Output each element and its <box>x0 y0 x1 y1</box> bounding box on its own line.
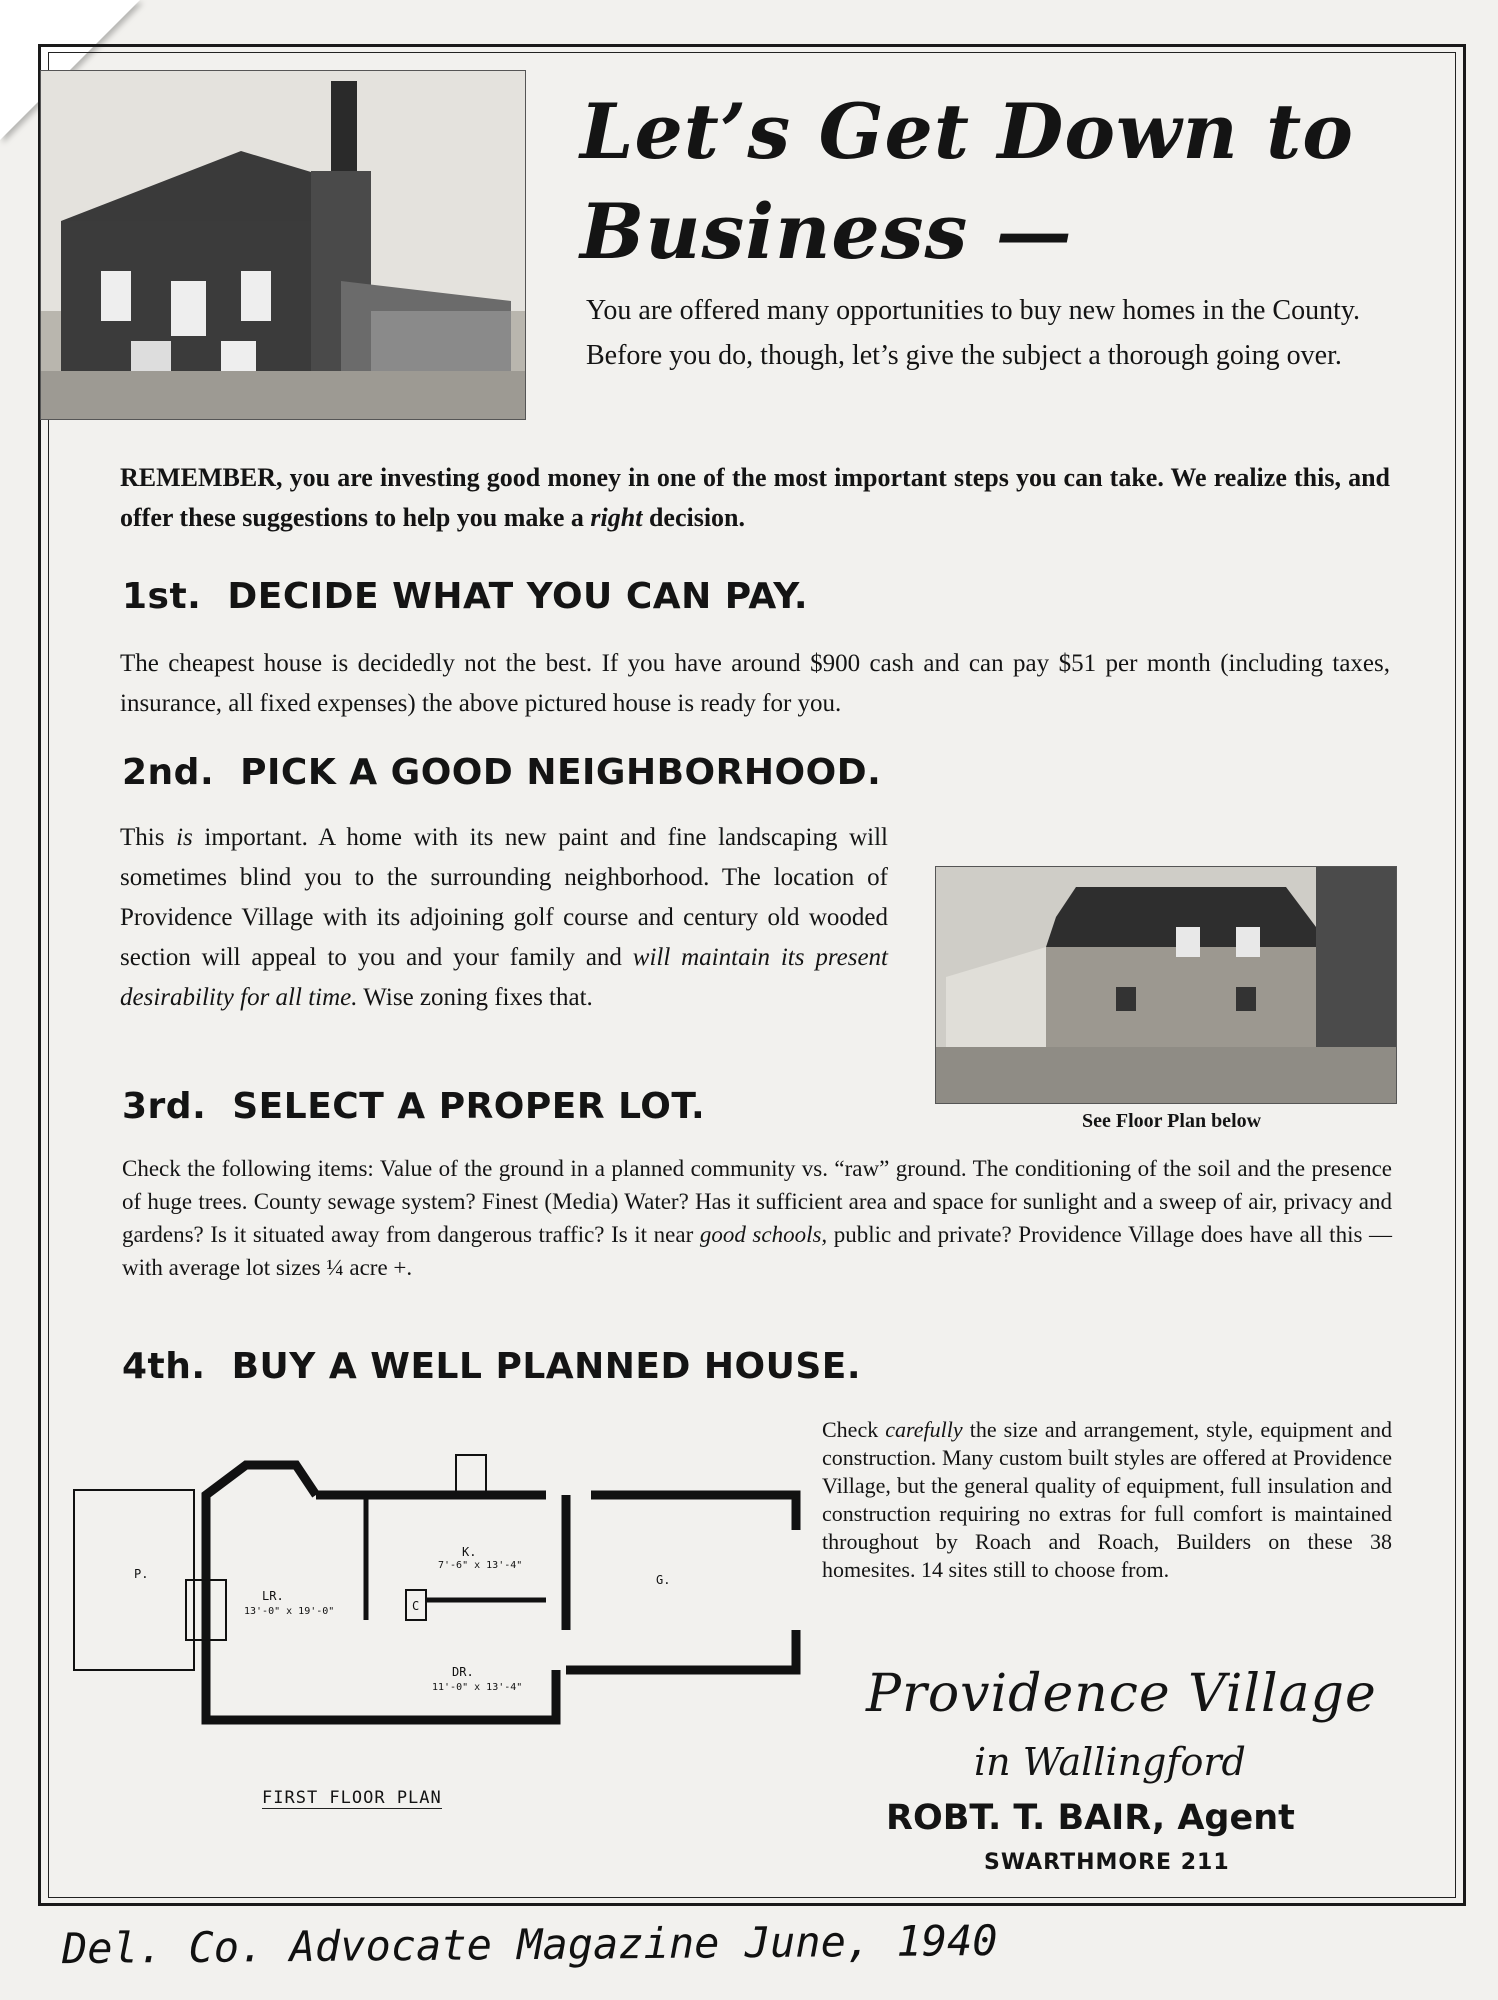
house-photo-colonial <box>40 70 526 420</box>
remember-lead: REMEMBER, you are investing good money in one of the most important steps you can take. We realize this, and offer these suggestions to help you make a <box>120 463 1390 532</box>
intro-paragraph: You are offered many opportunities to buy new homes in the County. Before you do, though, let’s give the subject a thorough going over. <box>586 295 1361 371</box>
kitchen-label: K. <box>462 1545 477 1559</box>
step-2-title: PICK A GOOD NEIGHBORHOOD. <box>240 752 882 793</box>
headline-line-1: Let’s Get Down to <box>580 87 1354 176</box>
floor-plan-label: FIRST FLOOR PLAN <box>262 1788 442 1808</box>
step-1-title: DECIDE WHAT YOU CAN PAY. <box>227 576 809 617</box>
step-3-text-emphasis: good schools, <box>699 1222 828 1247</box>
living-room-label: LR. <box>262 1589 284 1603</box>
agent-name: ROBT. T. BAIR, Agent <box>886 1798 1295 1838</box>
step-4-heading <box>122 1346 861 1387</box>
remember-paragraph <box>120 458 1390 538</box>
remember-tail: decision. <box>642 503 746 532</box>
step-1-text: The cheapest house is decidedly not the best. If you have around $900 cash and can pay $51 per month (including taxes, insurance, all fixed expenses) the above pictured house is ready for you. <box>120 650 1390 717</box>
step-3-number: 3rd. <box>122 1086 207 1127</box>
step-4-number: 4th. <box>122 1346 206 1387</box>
step-2-text-a: This <box>120 824 177 851</box>
south-wall <box>206 1670 556 1720</box>
step-2-number: 2nd. <box>122 752 215 793</box>
remember-emphasis: right <box>590 503 643 532</box>
living-room-wall <box>206 1465 316 1700</box>
kitchen-size: 7'-6" x 13'-4" <box>438 1560 523 1571</box>
step-1-number: 1st. <box>122 576 202 617</box>
step-3-text-c: public and private? Providence Village does have all this — with average lot sizes ¼ acre +. <box>122 1222 1392 1280</box>
step-3-text-a: Check the following items: Value of the ground in a planned community vs. “raw” ground. The conditioning of the soil and the presence of huge trees. County sewage system? Finest (Media) Water? Has it sufficient area and space for sunlight and a sweep of air, privacy and gardens? Is it situated away from dangerous traffic? Is it near <box>122 1156 1392 1247</box>
step-4-title: BUY A WELL PLANNED HOUSE. <box>231 1346 862 1387</box>
headline-line-2: Business — <box>580 187 1073 276</box>
step-4-text-c: the size and arrangement, style, equipment and construction. Many custom built styles are offered at Providence Village, but the general quality of equipment, full insulation and construction requiring no extras for full comfort is maintained throughout by Roach and Roach, Builders on these 38 homesites. 14 sites still to choose from. <box>822 1417 1393 1582</box>
porch-label: P. <box>134 1567 149 1581</box>
handwritten-source-note: Del. Co. Advocate Magazine June, 1940 <box>61 1915 998 1974</box>
garage-label: G. <box>656 1573 671 1587</box>
dining-room-size: 11'-0" x 13'-4" <box>432 1682 523 1693</box>
step-2-text-c: important. A home with its new paint and fine landscaping will sometimes blind you to the surrounding neighborhood. The location of Providence Village with its adjoining golf course and century old wooded section will appeal to you and your family and <box>120 824 889 971</box>
chimney <box>456 1455 486 1495</box>
step-4-text-emphasis: carefully <box>885 1417 963 1442</box>
step-2-heading <box>122 752 881 793</box>
step-2-text-italic: will maintain its present desirability for all time. <box>120 944 888 1011</box>
step-4-text <box>822 1416 1392 1584</box>
floor-plan-drawing <box>66 1450 806 1780</box>
house-photo-stone <box>935 866 1397 1104</box>
closet-label: C <box>412 1599 420 1613</box>
headline <box>580 82 1440 282</box>
village-name: Providence Village <box>866 1664 1377 1724</box>
village-location: in Wallingford <box>974 1740 1246 1784</box>
step-2-text-emphasis: is <box>176 824 193 851</box>
photo-caption: See Floor Plan below <box>1082 1110 1262 1132</box>
step-4-text-a: Check <box>822 1417 886 1442</box>
dining-room-label: DR. <box>452 1665 474 1679</box>
agent-phone: SWARTHMORE 211 <box>984 1850 1230 1875</box>
step-3-title: SELECT A PROPER LOT. <box>232 1086 706 1127</box>
garage-north-wall <box>591 1495 796 1530</box>
step-2-text-e: Wise zoning fixes that. <box>357 984 593 1011</box>
living-room-size: 13'-0" x 19'-0" <box>244 1606 335 1617</box>
step-2-text <box>120 818 888 1018</box>
step-3-text <box>122 1152 1392 1284</box>
step-1-heading <box>122 576 808 617</box>
garage-south-wall <box>566 1630 796 1670</box>
step-3-heading <box>122 1086 705 1127</box>
